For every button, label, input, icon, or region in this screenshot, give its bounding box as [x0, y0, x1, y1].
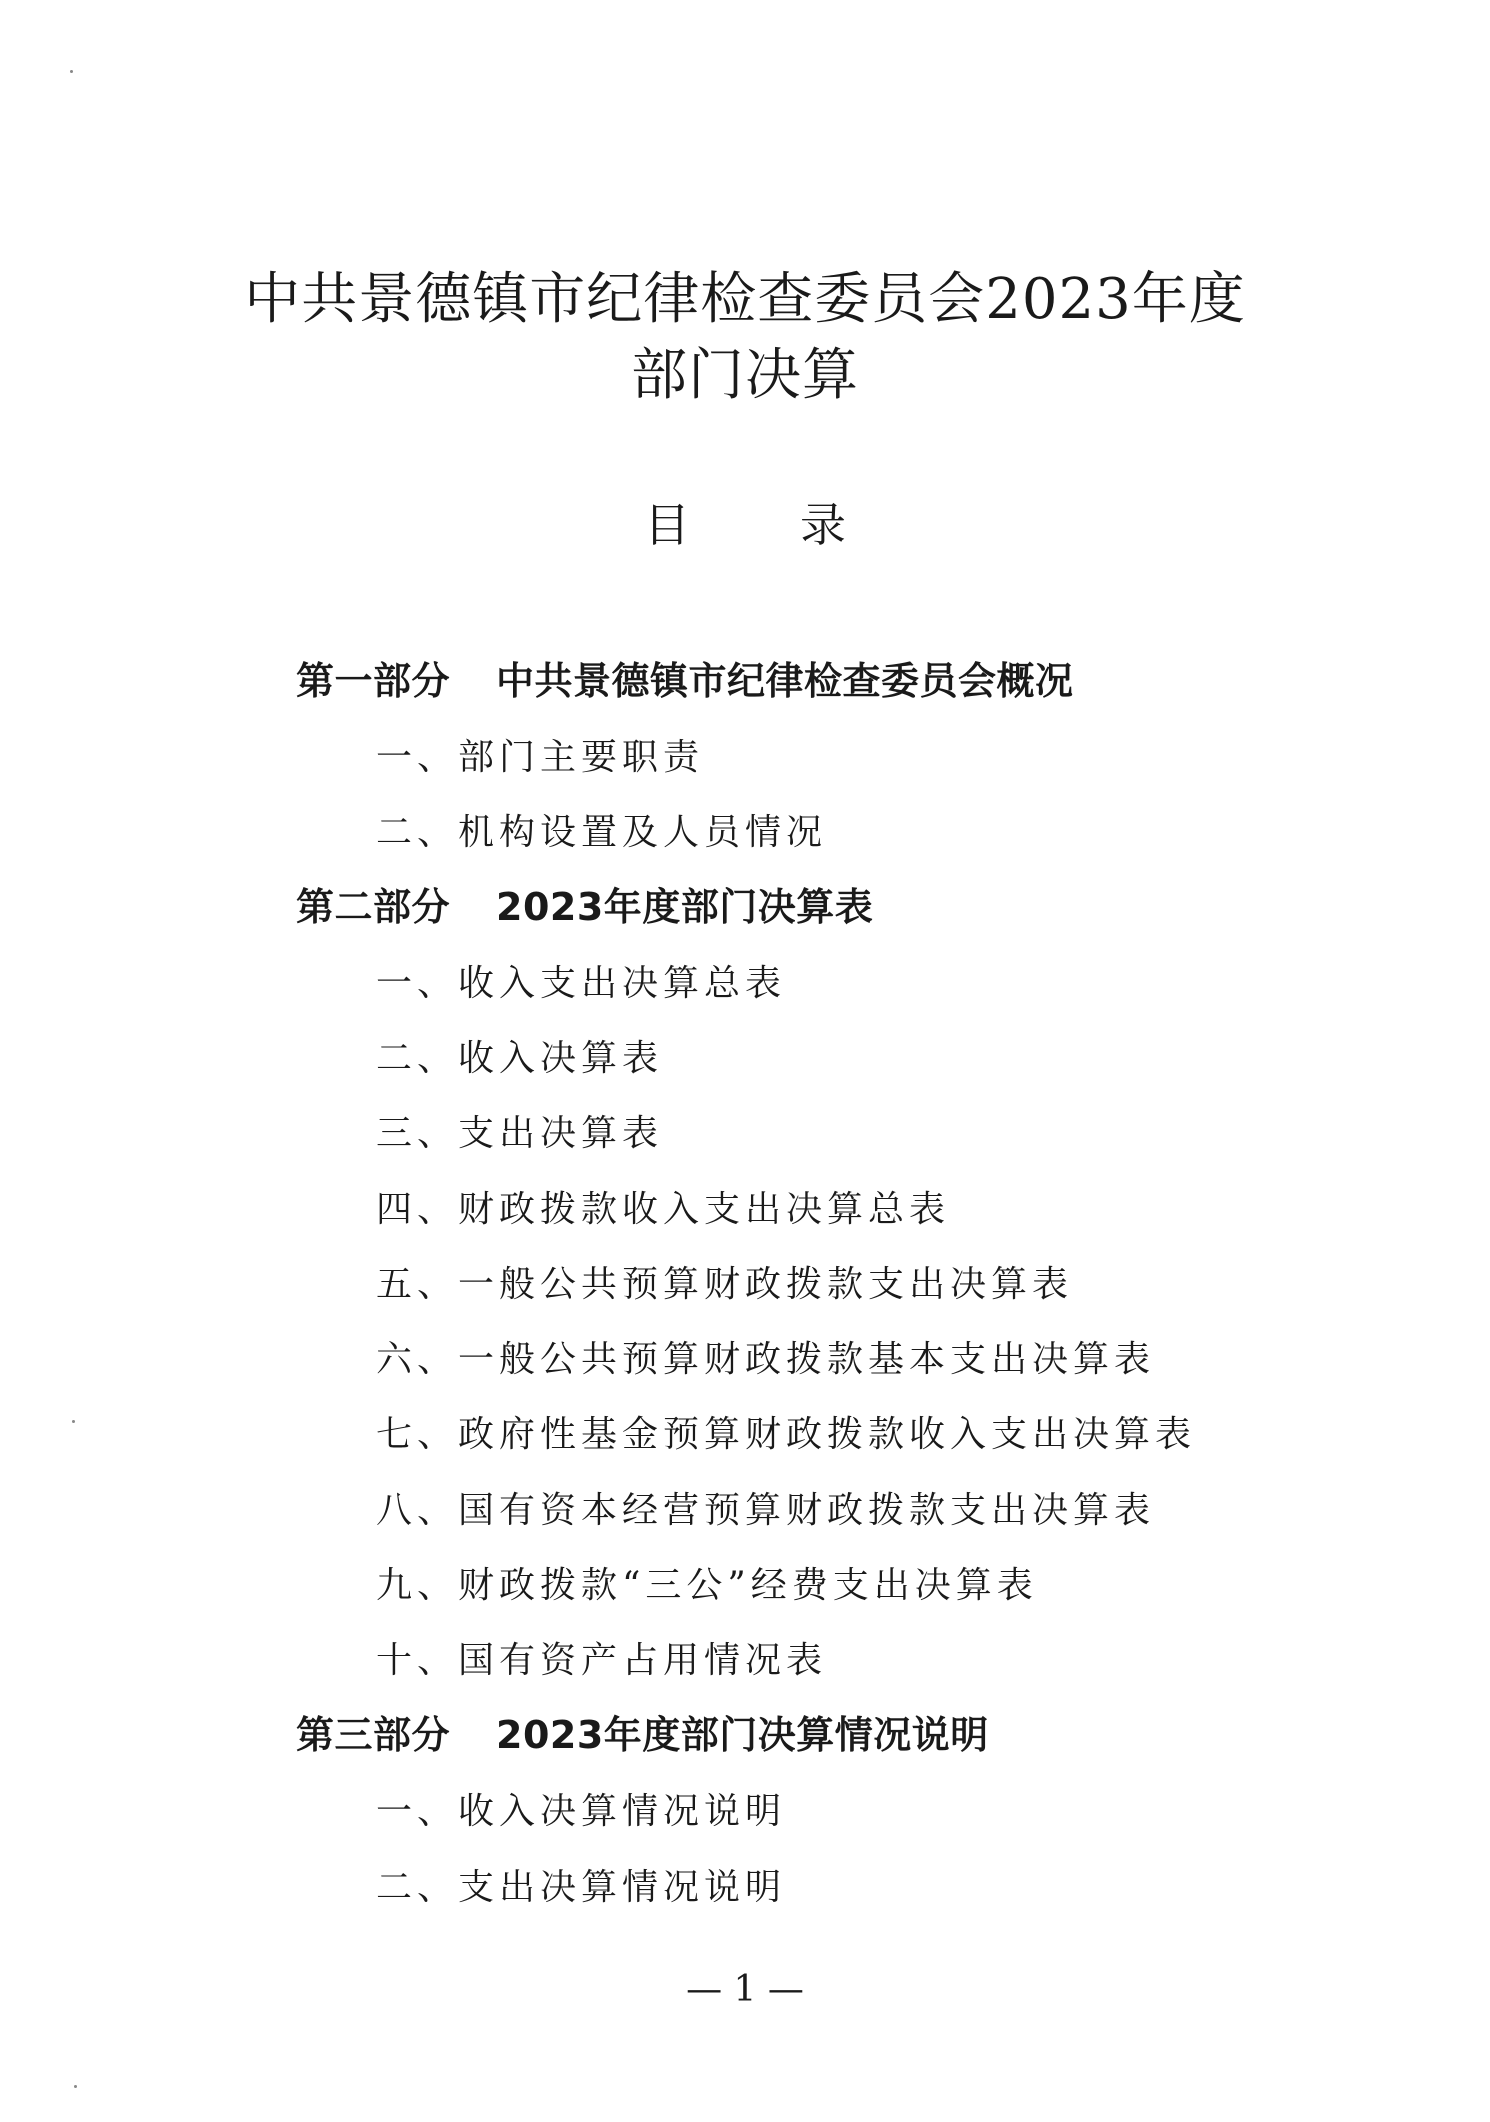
toc-item: 二、支出决算情况说明	[376, 1867, 787, 1908]
toc-item: 二、机构设置及人员情况	[376, 812, 828, 853]
toc-heading	[0, 498, 1490, 552]
toc-part-1-title: 中共景德镇市纪律检查委员会概况	[496, 659, 1074, 703]
toc-item: 四、财政拨款收入支出决算总表	[376, 1189, 951, 1230]
toc-item: 八、国有资本经营预算财政拨款支出决算表	[376, 1490, 1156, 1531]
toc-item: 二、收入决算表	[376, 1038, 664, 1079]
toc-part-3-title: 2023年度部门决算情况说明	[496, 1713, 989, 1757]
toc-item: 三、支出决算表	[376, 1113, 664, 1154]
toc-part-1	[296, 659, 1074, 703]
toc-part-2-num: 第二部分	[296, 885, 451, 929]
toc-item: 九、财政拨款“三公”经费支出决算表	[376, 1565, 1038, 1606]
toc-heading-right: 录	[800, 498, 846, 552]
page-number: — 1 —	[686, 1969, 804, 2010]
toc-part-3	[296, 1713, 989, 1757]
toc-item: 七、政府性基金预算财政拨款收入支出决算表	[376, 1414, 1197, 1455]
toc-item: 一、部门主要职责	[376, 737, 705, 778]
toc-part-2	[296, 885, 874, 929]
document-title-line1: 中共景德镇市纪律检查委员会2023年度	[244, 267, 1246, 332]
toc-part-2-title: 2023年度部门决算表	[496, 885, 874, 929]
scan-speck	[74, 2085, 77, 2088]
scan-speck	[70, 70, 73, 73]
toc-part-3-num: 第三部分	[296, 1713, 451, 1757]
toc-item: 十、国有资产占用情况表	[376, 1640, 828, 1681]
document-title-line2: 部门决算	[631, 343, 859, 408]
toc-item: 一、收入决算情况说明	[376, 1791, 787, 1832]
toc-item: 五、一般公共预算财政拨款支出决算表	[376, 1264, 1074, 1305]
scan-speck	[72, 1420, 75, 1423]
toc-heading-left: 目	[644, 498, 690, 552]
toc-item: 一、收入支出决算总表	[376, 963, 787, 1004]
toc-part-1-num: 第一部分	[296, 659, 451, 703]
toc-item: 六、一般公共预算财政拨款基本支出决算表	[376, 1339, 1156, 1380]
